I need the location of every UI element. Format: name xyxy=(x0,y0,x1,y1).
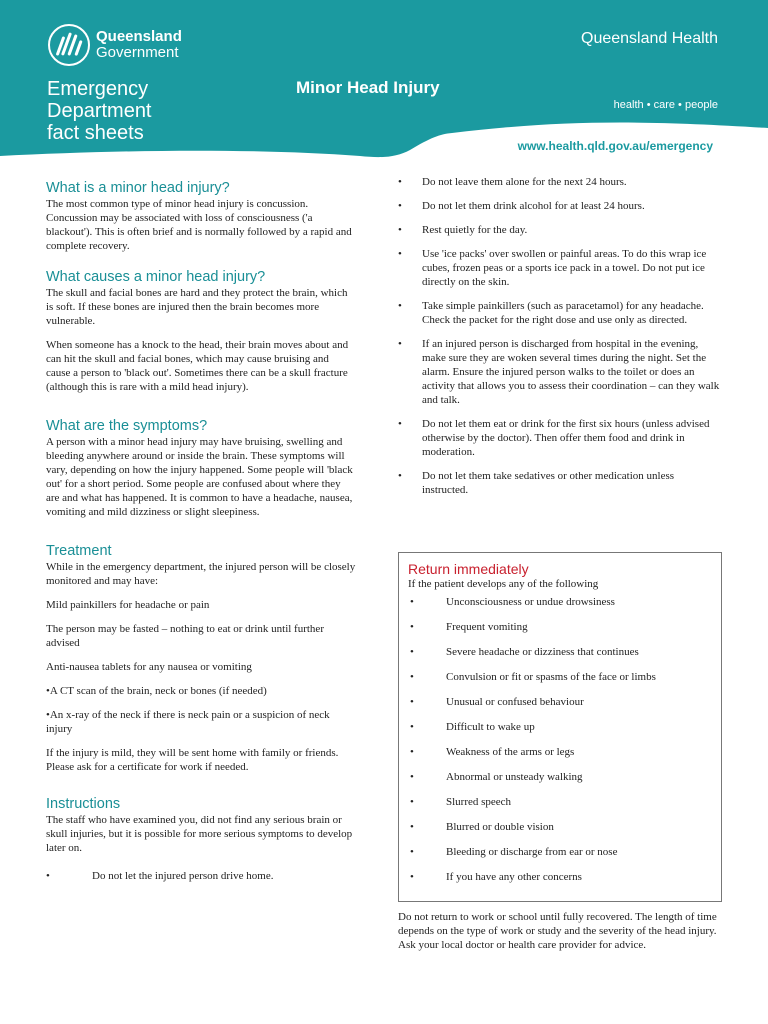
treatment-item: •A CT scan of the brain, neck or bones (if needed) xyxy=(46,685,267,697)
instruction-text: Do not let them eat or drink for the first six hours (unless advised otherwise by the doctor). Then offer them food and drink in moderation. xyxy=(422,418,710,458)
bullet-icon: • xyxy=(398,200,402,212)
treatment-item: •An x-ray of the neck if there is neck pain or a suspicion of neck injury xyxy=(46,709,330,735)
page-title: Minor Head Injury xyxy=(296,78,440,97)
return-item xyxy=(408,595,712,620)
bullet-icon: • xyxy=(410,596,414,608)
return-heading: Return immediately xyxy=(408,561,529,577)
symptoms-body: A person with a minor head injury may have bruising, swelling and bleeding anywhere around or inside the brain. These symptoms will vary, depending on how the injury happened. Some people will 'black out' for a short period. Some people are confused about where they are and what has happened. It is common to have a headache, nausea, vomiting and mild dizziness or slight sleepiness. xyxy=(46,436,353,518)
bullet-icon: • xyxy=(46,870,50,882)
bullet-icon: • xyxy=(398,248,402,260)
bullet-icon: • xyxy=(398,470,402,482)
instruction-text: Do not let them take sedatives or other medication unless instructed. xyxy=(422,470,675,496)
bullet-icon: • xyxy=(410,721,414,733)
return-text: Unconsciousness or undue drowsiness xyxy=(446,596,615,608)
return-item xyxy=(408,645,712,670)
bullet-icon: • xyxy=(410,746,414,758)
bullet-icon: • xyxy=(410,771,414,783)
return-item xyxy=(408,695,712,720)
instruction-text: Use 'ice packs' over swollen or painful areas. To do this wrap ice cubes, frozen peas or a sports ice pack in a towel. Do not put ice directly on the skin. xyxy=(422,248,707,288)
return-item xyxy=(408,770,712,795)
return-text: Convulsion or fit or spasms of the face or limbs xyxy=(446,671,656,683)
return-text: If you have any other concerns xyxy=(446,871,582,883)
logo-line-1: Queensland xyxy=(96,28,182,45)
return-item xyxy=(408,795,712,820)
causes-paragraph-2: When someone has a knock to the head, their brain moves about and can hit the skull and facial bones, which may cause bruising and cause a person to 'black out'. Sometimes there can be a skull fracture (although this is rare with a mild head injury). xyxy=(46,339,349,393)
return-immediately-box xyxy=(398,552,722,902)
return-text: Unusual or confused behaviour xyxy=(446,696,584,708)
treatment-item: Anti-nausea tablets for any nausea or vomiting xyxy=(46,661,252,673)
return-text: Frequent vomiting xyxy=(446,621,528,633)
left-column xyxy=(46,180,356,883)
return-intro: If the patient develops any of the following xyxy=(408,578,599,590)
instruction-text: If an injured person is discharged from hospital in the evening, make sure they are woken several times during the night. Set the alarm. Ensure the injured person walks to the toilet or does an activity that allows you to assess their coordination – can they walk and talk. xyxy=(422,338,720,406)
instructions-list xyxy=(398,175,720,497)
return-item xyxy=(408,720,712,745)
treatment-outro: If the injury is mild, they will be sent home with family or friends. Please ask for a certificate for work if needed. xyxy=(46,747,339,773)
treatment-item: Mild painkillers for headache or pain xyxy=(46,599,210,611)
instruction-item xyxy=(398,199,720,213)
tagline: health • care • people xyxy=(613,99,718,111)
bullet-icon: • xyxy=(410,646,414,658)
return-item xyxy=(408,745,712,770)
instruction-item xyxy=(398,175,720,189)
return-text: Weakness of the arms or legs xyxy=(446,746,575,758)
bullet-icon: • xyxy=(410,671,414,683)
what-heading: What is a minor head injury? xyxy=(46,180,230,196)
instruction-item xyxy=(398,299,720,327)
return-text: Severe headache or dizziness that continues xyxy=(446,646,639,658)
bullet-icon: • xyxy=(410,621,414,633)
fact-sheet-series xyxy=(47,78,152,144)
causes-heading: What causes a minor head injury? xyxy=(46,269,266,285)
right-column xyxy=(398,175,720,507)
return-to-work-note: Do not return to work or school until fully recovered. The length of time depends on the type of work or study and the severity of the head injury. Ask your local doctor or health care provider for advice. xyxy=(398,911,717,951)
bullet-icon: • xyxy=(410,696,414,708)
series-line-2: Department xyxy=(47,100,152,122)
instruction-text: Rest quietly for the day. xyxy=(422,224,528,236)
treatment-item: The person may be fasted – nothing to eat or drink until further advised xyxy=(46,623,324,649)
series-line-3: fact sheets xyxy=(47,122,144,144)
bullet-icon: • xyxy=(410,871,414,883)
return-text: Abnormal or unsteady walking xyxy=(446,771,583,783)
return-text: Blurred or double vision xyxy=(446,821,554,833)
return-text: Difficult to wake up xyxy=(446,721,535,733)
instruction-item xyxy=(46,869,356,883)
bullet-icon: • xyxy=(398,300,402,312)
return-item xyxy=(408,620,712,645)
bullet-icon: • xyxy=(410,821,414,833)
return-item xyxy=(408,870,712,895)
causes-paragraph-1: The skull and facial bones are hard and they protect the brain, which is soft. If these bones are injured then the brain becomes more vulnerable. xyxy=(46,287,348,327)
return-list xyxy=(408,595,712,895)
return-text: Bleeding or discharge from ear or nose xyxy=(446,846,618,858)
symptoms-heading: What are the symptoms? xyxy=(46,418,208,434)
bullet-icon: • xyxy=(398,338,402,350)
organisation-name: Queensland Health xyxy=(581,30,718,47)
bullet-icon: • xyxy=(398,176,402,188)
instruction-item xyxy=(398,417,720,459)
return-item xyxy=(408,845,712,870)
logo-line-2: Government xyxy=(96,44,179,61)
bullet-icon: • xyxy=(410,796,414,808)
instruction-item xyxy=(398,337,720,407)
instruction-item xyxy=(398,247,720,289)
instruction-text: Do not let the injured person drive home. xyxy=(92,870,274,882)
queensland-government-logo xyxy=(48,24,182,66)
treatment-intro: While in the emergency department, the injured person will be closely monitored and may have: xyxy=(46,561,356,587)
website-link[interactable]: www.health.qld.gov.au/emergency xyxy=(517,139,713,153)
return-item xyxy=(408,670,712,695)
series-line-1: Emergency xyxy=(47,78,149,100)
crest-icon xyxy=(48,24,90,66)
instruction-item xyxy=(398,469,720,497)
instruction-text: Do not leave them alone for the next 24 hours. xyxy=(422,176,627,188)
return-item xyxy=(408,820,712,845)
bullet-icon: • xyxy=(398,418,402,430)
what-body: The most common type of minor head injury is concussion. Concussion may be associated with loss of consciousness ('a blackout'). This is often brief and is normally followed by a rapid and complete recovery. xyxy=(46,198,352,252)
instruction-text: Do not let them drink alcohol for at least 24 hours. xyxy=(422,200,645,212)
instructions-body: The staff who have examined you, did not find any serious brain or skull injuries, but it is possible for more serious symptoms to develop later on. xyxy=(46,814,353,854)
bullet-icon: • xyxy=(398,224,402,236)
bullet-icon: • xyxy=(410,846,414,858)
return-text: Slurred speech xyxy=(446,796,512,808)
instruction-text: Take simple painkillers (such as paracetamol) for any headache. Check the packet for the right dose and use only as directed. xyxy=(422,300,704,326)
treatment-heading: Treatment xyxy=(46,543,112,559)
instruction-item xyxy=(398,223,720,237)
instructions-heading: Instructions xyxy=(46,796,121,812)
